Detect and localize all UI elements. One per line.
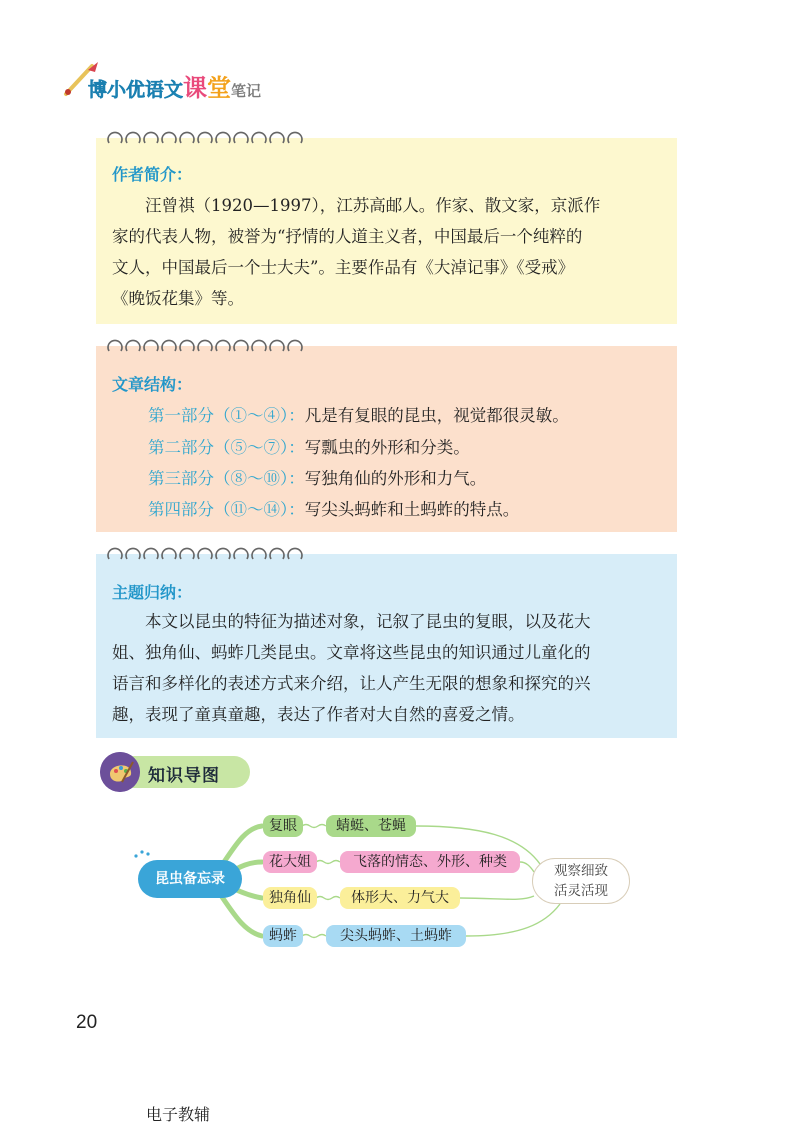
structure-row-text: 写瓢虫的外形和分类。 <box>304 438 470 457</box>
knowledge-map-title: 知识导图 <box>148 766 220 786</box>
branch-compound-eye-detail: 蜻蜓、苍蝇 <box>326 815 416 837</box>
book-header <box>62 60 322 104</box>
structure-title: 文章结构： <box>112 375 193 394</box>
mind-map <box>120 806 640 956</box>
branch-beetle-detail: 体形大、力气大 <box>340 887 460 909</box>
binder-rings-icon <box>104 545 314 565</box>
theme-card <box>96 554 677 738</box>
branch-ladybug-detail: 飞落的情态、外形、种类 <box>340 851 520 873</box>
structure-row-1 <box>148 402 569 426</box>
author-card <box>96 138 677 324</box>
page-number: 20 <box>76 1012 98 1033</box>
author-line-3: 文人，中国最后一个士大夫”。主要作品有《大淖记事》《受戒》 <box>112 258 575 277</box>
structure-row-4 <box>148 496 519 520</box>
brand-part-4: 笔记 <box>231 82 262 100</box>
branch-grasshopper-detail: 尖头蚂蚱、土蚂蚱 <box>326 925 466 947</box>
footer-label: 电子教辅 <box>146 1105 211 1124</box>
theme-line-1: 本文以昆虫的特征为描述对象，记叙了昆虫的复眼，以及花大 <box>145 612 591 631</box>
branch-grasshopper: 蚂蚱 <box>263 925 303 947</box>
theme-line-2: 姐、独角仙、蚂蚱几类昆虫。文章将这些昆虫的知识通过儿童化的 <box>112 643 591 662</box>
structure-row-3 <box>148 465 486 489</box>
mind-map-summary <box>532 858 630 904</box>
theme-line-4: 趣，表现了童真童趣，表达了作者对大自然的喜爱之情。 <box>112 705 525 724</box>
summary-line-2: 活灵活现 <box>554 883 608 899</box>
structure-card <box>96 346 677 532</box>
author-line-1: 汪曾祺（1920—1997），江苏高邮人。作家、散文家，京派作 <box>145 196 601 215</box>
summary-line-1: 观察细致 <box>554 863 608 879</box>
structure-row-label: 第四部分（⑪～⑭）： <box>148 500 305 519</box>
author-title: 作者简介： <box>112 165 193 184</box>
structure-row-text: 写独角仙的外形和力气。 <box>304 469 487 488</box>
structure-row-2 <box>148 434 470 458</box>
theme-text <box>112 606 667 730</box>
theme-title: 主题归纳： <box>112 583 193 602</box>
brand-part-2: 课 <box>183 74 208 102</box>
palette-icon <box>100 752 140 792</box>
theme-line-3: 语言和多样化的表述方式来介绍，让人产生无限的想象和探究的兴 <box>112 674 591 693</box>
branch-beetle: 独角仙 <box>263 887 317 909</box>
structure-row-label: 第三部分（⑧～⑩）： <box>148 469 305 488</box>
structure-row-label: 第二部分（⑤～⑦）： <box>148 438 305 457</box>
brand-part-3: 堂 <box>207 74 232 102</box>
brand-title <box>88 68 261 103</box>
mind-map-center: 昆虫备忘录 <box>138 860 242 898</box>
binder-rings-icon <box>104 337 314 357</box>
author-line-2: 家的代表人物，被誉为“抒情的人道主义者，中国最后一个纯粹的 <box>112 227 583 246</box>
structure-row-label: 第一部分（①～④）： <box>148 406 305 425</box>
brand-part-1: 博小优语文 <box>88 79 184 101</box>
branch-ladybug: 花大姐 <box>263 851 317 873</box>
author-line-4: 《晚饭花集》等。 <box>112 289 244 308</box>
structure-row-text: 写尖头蚂蚱和土蚂蚱的特点。 <box>304 500 520 519</box>
branch-compound-eye: 复眼 <box>263 815 303 837</box>
knowledge-map-header <box>100 752 250 792</box>
structure-row-text: 凡是有复眼的昆虫，视觉都很灵敏。 <box>304 406 569 425</box>
author-text <box>112 190 667 314</box>
binder-rings-icon <box>104 129 314 149</box>
